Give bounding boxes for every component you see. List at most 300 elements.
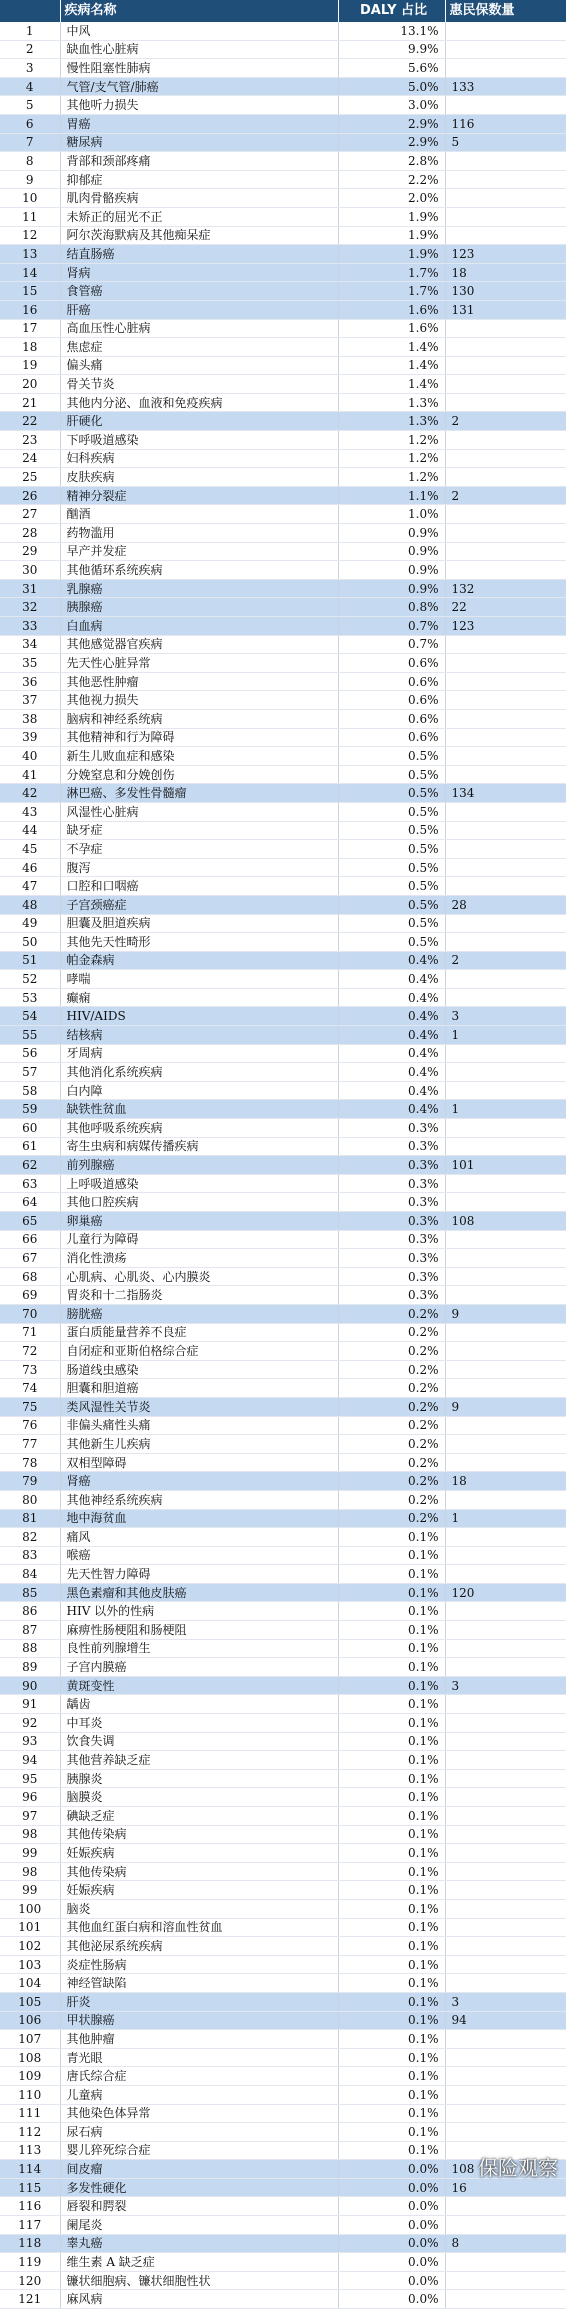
- disease-name-cell: 儿童病: [60, 2085, 338, 2104]
- daly-share-cell: 0.2%: [338, 1397, 445, 1416]
- huiminbao-count-cell: [445, 1360, 566, 1379]
- table-row: [0, 2067, 566, 2086]
- table-row: [0, 2234, 566, 2253]
- table-row: [0, 77, 566, 96]
- daly-share-cell: 0.1%: [338, 1788, 445, 1807]
- disease-name-cell: 胃炎和十二指肠炎: [60, 1286, 338, 1305]
- daly-share-cell: 0.4%: [338, 951, 445, 970]
- daly-share-cell: 1.1%: [338, 486, 445, 505]
- disease-name-cell: 下呼吸道感染: [60, 431, 338, 450]
- disease-name-cell: 皮肤疾病: [60, 468, 338, 487]
- huiminbao-count-cell: [445, 1769, 566, 1788]
- rank-cell: 88: [0, 1639, 60, 1658]
- table-row: [0, 542, 566, 561]
- table-row: [0, 1676, 566, 1695]
- huiminbao-count-cell: [445, 2253, 566, 2272]
- rank-cell: 90: [0, 1676, 60, 1695]
- disease-name-cell: 脑膜炎: [60, 1788, 338, 1807]
- rank-cell: 118: [0, 2234, 60, 2253]
- disease-name-cell: 口腔和口咽癌: [60, 877, 338, 896]
- huiminbao-count-cell: [445, 2067, 566, 2086]
- daly-share-cell: 0.1%: [338, 2104, 445, 2123]
- disease-name-cell: 其他传染病: [60, 1862, 338, 1881]
- daly-share-cell: 0.2%: [338, 1416, 445, 1435]
- table-row: [0, 245, 566, 264]
- daly-share-cell: 0.1%: [338, 1807, 445, 1826]
- daly-share-cell: 0.1%: [338, 1899, 445, 1918]
- rank-cell: 107: [0, 2030, 60, 2049]
- rank-cell: 23: [0, 431, 60, 450]
- daly-share-cell: 0.1%: [338, 1918, 445, 1937]
- table-row: [0, 133, 566, 152]
- table-row: [0, 468, 566, 487]
- disease-name-cell: 癫痫: [60, 988, 338, 1007]
- disease-name-cell: 维生素 A 缺乏症: [60, 2253, 338, 2272]
- huiminbao-count-cell: [445, 1435, 566, 1454]
- rank-cell: 17: [0, 319, 60, 338]
- table-row: [0, 226, 566, 245]
- disease-name-cell: 其他传染病: [60, 1825, 338, 1844]
- disease-name-cell: 其他神经系统疾病: [60, 1490, 338, 1509]
- rank-cell: 4: [0, 77, 60, 96]
- disease-name-cell: 其他精神和行为障碍: [60, 728, 338, 747]
- table-row: [0, 1156, 566, 1175]
- daly-share-cell: 0.2%: [338, 1453, 445, 1472]
- table-row: [0, 933, 566, 952]
- daly-share-cell: 0.1%: [338, 1844, 445, 1863]
- table-row: [0, 672, 566, 691]
- table-row: [0, 1844, 566, 1863]
- huiminbao-count-cell: [445, 1342, 566, 1361]
- table-row: [0, 1695, 566, 1714]
- disease-name-cell: 膀胱癌: [60, 1304, 338, 1323]
- rank-cell: 1: [0, 22, 60, 40]
- daly-share-cell: 0.3%: [338, 1286, 445, 1305]
- disease-name-cell: 饮食失调: [60, 1732, 338, 1751]
- disease-name-cell: 精神分裂症: [60, 486, 338, 505]
- disease-name-cell: 肾癌: [60, 1472, 338, 1491]
- daly-share-cell: 0.1%: [338, 1955, 445, 1974]
- disease-name-cell: 类风湿性关节炎: [60, 1397, 338, 1416]
- huiminbao-count-cell: 5: [445, 133, 566, 152]
- disease-name-cell: 妊娠疾病: [60, 1881, 338, 1900]
- rank-cell: 80: [0, 1490, 60, 1509]
- table-row: [0, 40, 566, 59]
- daly-share-cell: 0.1%: [338, 1751, 445, 1770]
- table-row: [0, 840, 566, 859]
- daly-share-cell: 0.1%: [338, 1583, 445, 1602]
- daly-share-cell: 0.2%: [338, 1509, 445, 1528]
- table-row: [0, 579, 566, 598]
- table-row: [0, 1081, 566, 1100]
- daly-share-cell: 0.1%: [338, 1714, 445, 1733]
- rank-cell: 36: [0, 672, 60, 691]
- rank-cell: 5: [0, 96, 60, 115]
- table-row: [0, 338, 566, 357]
- huiminbao-count-cell: [445, 468, 566, 487]
- disease-name-cell: 其他先天性畸形: [60, 933, 338, 952]
- rank-cell: 38: [0, 709, 60, 728]
- rank-cell: 19: [0, 356, 60, 375]
- table-row: [0, 970, 566, 989]
- header-huiminbao-count: 惠民保数量: [445, 0, 566, 22]
- table-row: [0, 1360, 566, 1379]
- rank-cell: 82: [0, 1528, 60, 1547]
- daly-share-cell: 1.9%: [338, 245, 445, 264]
- table-row: [0, 1379, 566, 1398]
- huiminbao-count-cell: [445, 1621, 566, 1640]
- rank-cell: 13: [0, 245, 60, 264]
- disease-name-cell: 神经管缺陷: [60, 1974, 338, 1993]
- rank-cell: 77: [0, 1435, 60, 1454]
- huiminbao-count-cell: [445, 1918, 566, 1937]
- table-row: [0, 598, 566, 617]
- huiminbao-count-cell: [445, 505, 566, 524]
- table-row: [0, 1621, 566, 1640]
- disease-name-cell: 高血压性心脏病: [60, 319, 338, 338]
- daly-share-cell: 0.3%: [338, 1137, 445, 1156]
- daly-share-cell: 1.2%: [338, 468, 445, 487]
- table-row: [0, 1658, 566, 1677]
- daly-share-cell: 0.1%: [338, 1602, 445, 1621]
- disease-name-cell: 妇科疾病: [60, 449, 338, 468]
- table-row: [0, 1174, 566, 1193]
- huiminbao-count-cell: 3: [445, 1007, 566, 1026]
- huiminbao-count-cell: [445, 1602, 566, 1621]
- disease-name-cell: 脑炎: [60, 1899, 338, 1918]
- huiminbao-count-cell: 1: [445, 1509, 566, 1528]
- table-row: [0, 2085, 566, 2104]
- huiminbao-count-cell: [445, 1063, 566, 1082]
- daly-share-cell: 0.1%: [338, 2030, 445, 2049]
- table-row: [0, 709, 566, 728]
- daly-share-cell: 0.4%: [338, 1007, 445, 1026]
- disease-name-cell: 子宫颈癌症: [60, 895, 338, 914]
- disease-name-cell: 缺血性心脏病: [60, 40, 338, 59]
- daly-share-cell: 0.1%: [338, 2085, 445, 2104]
- huiminbao-count-cell: [445, 449, 566, 468]
- rank-cell: 66: [0, 1230, 60, 1249]
- rank-cell: 78: [0, 1453, 60, 1472]
- huiminbao-count-cell: [445, 1174, 566, 1193]
- daly-share-cell: 0.6%: [338, 728, 445, 747]
- daly-share-cell: 5.0%: [338, 77, 445, 96]
- table-row: [0, 617, 566, 636]
- rank-cell: 72: [0, 1342, 60, 1361]
- disease-name-cell: 先天性心脏异常: [60, 654, 338, 673]
- huiminbao-count-cell: 131: [445, 300, 566, 319]
- huiminbao-count-cell: [445, 561, 566, 580]
- daly-share-cell: 0.6%: [338, 654, 445, 673]
- table-row: [0, 505, 566, 524]
- huiminbao-count-cell: [445, 524, 566, 543]
- daly-share-cell: 0.3%: [338, 1249, 445, 1268]
- disease-name-cell: 胰腺癌: [60, 598, 338, 617]
- table-row: [0, 877, 566, 896]
- rank-cell: 97: [0, 1807, 60, 1826]
- daly-share-cell: 0.3%: [338, 1156, 445, 1175]
- rank-cell: 29: [0, 542, 60, 561]
- huiminbao-count-cell: [445, 1267, 566, 1286]
- table-row: [0, 895, 566, 914]
- disease-name-cell: 胆囊和胆道癌: [60, 1379, 338, 1398]
- daly-share-cell: 0.6%: [338, 672, 445, 691]
- huiminbao-count-cell: [445, 1249, 566, 1268]
- huiminbao-count-cell: [445, 765, 566, 784]
- huiminbao-count-cell: 22: [445, 598, 566, 617]
- daly-share-cell: 0.9%: [338, 524, 445, 543]
- daly-share-cell: 0.5%: [338, 747, 445, 766]
- daly-share-cell: 0.5%: [338, 821, 445, 840]
- huiminbao-count-cell: [445, 22, 566, 40]
- huiminbao-count-cell: [445, 2216, 566, 2235]
- daly-share-cell: 0.1%: [338, 1825, 445, 1844]
- rank-cell: 98: [0, 1862, 60, 1881]
- disease-name-cell: 麻痹性肠梗阻和肠梗阻: [60, 1621, 338, 1640]
- huiminbao-count-cell: [445, 1193, 566, 1212]
- disease-name-cell: 痛风: [60, 1528, 338, 1547]
- huiminbao-count-cell: [445, 1453, 566, 1472]
- huiminbao-count-cell: [445, 635, 566, 654]
- rank-cell: 14: [0, 263, 60, 282]
- disease-name-cell: 镰状细胞病、镰状细胞性状: [60, 2271, 338, 2290]
- rank-cell: 108: [0, 2048, 60, 2067]
- table-row: [0, 1230, 566, 1249]
- daly-share-cell: 1.2%: [338, 431, 445, 450]
- disease-name-cell: 其他内分泌、血液和免疫疾病: [60, 393, 338, 412]
- huiminbao-count-cell: [445, 2104, 566, 2123]
- huiminbao-count-cell: [445, 654, 566, 673]
- disease-name-cell: 其他视力损失: [60, 691, 338, 710]
- rank-cell: 104: [0, 1974, 60, 1993]
- huiminbao-count-cell: 9: [445, 1397, 566, 1416]
- rank-cell: 81: [0, 1509, 60, 1528]
- disease-name-cell: 肠道线虫感染: [60, 1360, 338, 1379]
- rank-cell: 12: [0, 226, 60, 245]
- huiminbao-count-cell: [445, 375, 566, 394]
- disease-name-cell: 其他染色体异常: [60, 2104, 338, 2123]
- table-row: [0, 486, 566, 505]
- daly-share-cell: 0.2%: [338, 1360, 445, 1379]
- rank-cell: 99: [0, 1844, 60, 1863]
- huiminbao-count-cell: 16: [445, 2178, 566, 2197]
- daly-share-cell: 0.1%: [338, 2141, 445, 2160]
- table-row: [0, 2178, 566, 2197]
- disease-name-cell: 缺铁性贫血: [60, 1100, 338, 1119]
- huiminbao-count-cell: [445, 858, 566, 877]
- table-row: [0, 1026, 566, 1045]
- huiminbao-count-cell: [445, 1788, 566, 1807]
- table-row: [0, 1137, 566, 1156]
- rank-cell: 68: [0, 1267, 60, 1286]
- daly-share-cell: 0.4%: [338, 1100, 445, 1119]
- disease-name-cell: 酗酒: [60, 505, 338, 524]
- table-row: [0, 728, 566, 747]
- rank-cell: 32: [0, 598, 60, 617]
- rank-cell: 101: [0, 1918, 60, 1937]
- daly-share-cell: 1.4%: [338, 356, 445, 375]
- table-row: [0, 1974, 566, 1993]
- disease-name-cell: 其他听力损失: [60, 96, 338, 115]
- huiminbao-count-cell: [445, 1044, 566, 1063]
- table-row: [0, 1323, 566, 1342]
- disease-name-cell: 其他恶性肿瘤: [60, 672, 338, 691]
- table-row: [0, 2271, 566, 2290]
- disease-name-cell: 未矫正的屈光不正: [60, 207, 338, 226]
- disease-name-cell: 卵巢癌: [60, 1212, 338, 1231]
- table-row: [0, 114, 566, 133]
- huiminbao-count-cell: [445, 1751, 566, 1770]
- disease-name-cell: 寄生虫病和病媒传播疾病: [60, 1137, 338, 1156]
- table-row: [0, 635, 566, 654]
- disease-name-cell: 其他循环系统疾病: [60, 561, 338, 580]
- huiminbao-count-cell: 18: [445, 263, 566, 282]
- rank-cell: 39: [0, 728, 60, 747]
- daly-share-cell: 1.4%: [338, 375, 445, 394]
- daly-share-cell: 0.1%: [338, 1862, 445, 1881]
- disease-name-cell: 肌肉骨骼疾病: [60, 189, 338, 208]
- rank-cell: 9: [0, 170, 60, 189]
- daly-share-cell: 0.1%: [338, 1546, 445, 1565]
- huiminbao-count-cell: [445, 1862, 566, 1881]
- daly-share-cell: 0.1%: [338, 1676, 445, 1695]
- disease-name-cell: 新生儿败血症和感染: [60, 747, 338, 766]
- daly-share-cell: 0.2%: [338, 1304, 445, 1323]
- rank-cell: 26: [0, 486, 60, 505]
- disease-name-cell: 儿童行为障碍: [60, 1230, 338, 1249]
- daly-share-cell: 0.7%: [338, 617, 445, 636]
- rank-cell: 117: [0, 2216, 60, 2235]
- rank-cell: 58: [0, 1081, 60, 1100]
- daly-share-cell: 3.0%: [338, 96, 445, 115]
- rank-cell: 11: [0, 207, 60, 226]
- daly-share-cell: 0.0%: [338, 2271, 445, 2290]
- table-row: [0, 449, 566, 468]
- huiminbao-count-cell: [445, 2290, 566, 2309]
- daly-share-cell: 2.0%: [338, 189, 445, 208]
- huiminbao-count-cell: [445, 1379, 566, 1398]
- daly-share-cell: 0.1%: [338, 2011, 445, 2030]
- rank-cell: 120: [0, 2271, 60, 2290]
- daly-share-cell: 0.0%: [338, 2197, 445, 2216]
- huiminbao-count-cell: 2: [445, 412, 566, 431]
- rank-cell: 96: [0, 1788, 60, 1807]
- rank-cell: 105: [0, 1992, 60, 2011]
- table-row: [0, 988, 566, 1007]
- rank-cell: 85: [0, 1583, 60, 1602]
- daly-share-cell: 0.1%: [338, 2067, 445, 2086]
- disease-name-cell: 乳腺癌: [60, 579, 338, 598]
- huiminbao-count-cell: [445, 2048, 566, 2067]
- table-row: [0, 375, 566, 394]
- daly-share-cell: 1.7%: [338, 263, 445, 282]
- disease-name-cell: 唇裂和腭裂: [60, 2197, 338, 2216]
- daly-share-cell: 1.9%: [338, 226, 445, 245]
- huiminbao-count-cell: [445, 2085, 566, 2104]
- rank-cell: 48: [0, 895, 60, 914]
- daly-share-cell: 2.9%: [338, 114, 445, 133]
- daly-share-cell: 0.4%: [338, 1081, 445, 1100]
- disease-name-cell: 其他新生儿疾病: [60, 1435, 338, 1454]
- table-row: [0, 1435, 566, 1454]
- huiminbao-count-cell: 108: [445, 2160, 566, 2179]
- disease-name-cell: 中耳炎: [60, 1714, 338, 1733]
- disease-name-cell: 其他消化系统疾病: [60, 1063, 338, 1082]
- huiminbao-count-cell: [445, 207, 566, 226]
- disease-name-cell: 结核病: [60, 1026, 338, 1045]
- disease-name-cell: 其他肿瘤: [60, 2030, 338, 2049]
- disease-name-cell: HIV/AIDS: [60, 1007, 338, 1026]
- rank-cell: 60: [0, 1119, 60, 1138]
- table-row: [0, 207, 566, 226]
- disease-name-cell: 青光眼: [60, 2048, 338, 2067]
- daly-share-cell: 2.2%: [338, 170, 445, 189]
- daly-share-cell: 0.9%: [338, 542, 445, 561]
- daly-share-cell: 1.2%: [338, 449, 445, 468]
- huiminbao-count-cell: [445, 1416, 566, 1435]
- rank-cell: 33: [0, 617, 60, 636]
- huiminbao-count-cell: [445, 877, 566, 896]
- rank-cell: 20: [0, 375, 60, 394]
- rank-cell: 112: [0, 2123, 60, 2142]
- rank-cell: 25: [0, 468, 60, 487]
- huiminbao-count-cell: [445, 393, 566, 412]
- table-row: [0, 2048, 566, 2067]
- table-row: [0, 691, 566, 710]
- table-row: [0, 152, 566, 171]
- disease-name-cell: 龋齿: [60, 1695, 338, 1714]
- disease-name-cell: 结直肠癌: [60, 245, 338, 264]
- huiminbao-count-cell: [445, 40, 566, 59]
- rank-cell: 115: [0, 2178, 60, 2197]
- huiminbao-count-cell: [445, 840, 566, 859]
- rank-cell: 27: [0, 505, 60, 524]
- rank-cell: 41: [0, 765, 60, 784]
- daly-share-cell: 0.5%: [338, 765, 445, 784]
- huiminbao-count-cell: 108: [445, 1212, 566, 1231]
- daly-share-cell: 0.1%: [338, 1621, 445, 1640]
- rank-cell: 61: [0, 1137, 60, 1156]
- rank-cell: 93: [0, 1732, 60, 1751]
- rank-cell: 70: [0, 1304, 60, 1323]
- huiminbao-count-cell: [445, 1119, 566, 1138]
- disease-name-cell: 消化性溃疡: [60, 1249, 338, 1268]
- daly-share-cell: 0.2%: [338, 1379, 445, 1398]
- rank-cell: 30: [0, 561, 60, 580]
- rank-cell: 114: [0, 2160, 60, 2179]
- disease-name-cell: 不孕症: [60, 840, 338, 859]
- huiminbao-count-cell: 9: [445, 1304, 566, 1323]
- huiminbao-count-cell: [445, 970, 566, 989]
- disease-name-cell: 慢性阻塞性肺病: [60, 59, 338, 78]
- daly-share-cell: 1.6%: [338, 300, 445, 319]
- disease-name-cell: 中风: [60, 22, 338, 40]
- daly-share-cell: 0.4%: [338, 1044, 445, 1063]
- table-row: [0, 1565, 566, 1584]
- table-row: [0, 319, 566, 338]
- huiminbao-count-cell: 123: [445, 245, 566, 264]
- disease-name-cell: 间皮瘤: [60, 2160, 338, 2179]
- huiminbao-count-cell: 3: [445, 1992, 566, 2011]
- huiminbao-count-cell: 3: [445, 1676, 566, 1695]
- disease-name-cell: 骨关节炎: [60, 375, 338, 394]
- daly-share-cell: 0.1%: [338, 2048, 445, 2067]
- huiminbao-count-cell: [445, 709, 566, 728]
- rank-cell: 91: [0, 1695, 60, 1714]
- rank-cell: 75: [0, 1397, 60, 1416]
- table-row: [0, 1472, 566, 1491]
- disease-name-cell: 药物滥用: [60, 524, 338, 543]
